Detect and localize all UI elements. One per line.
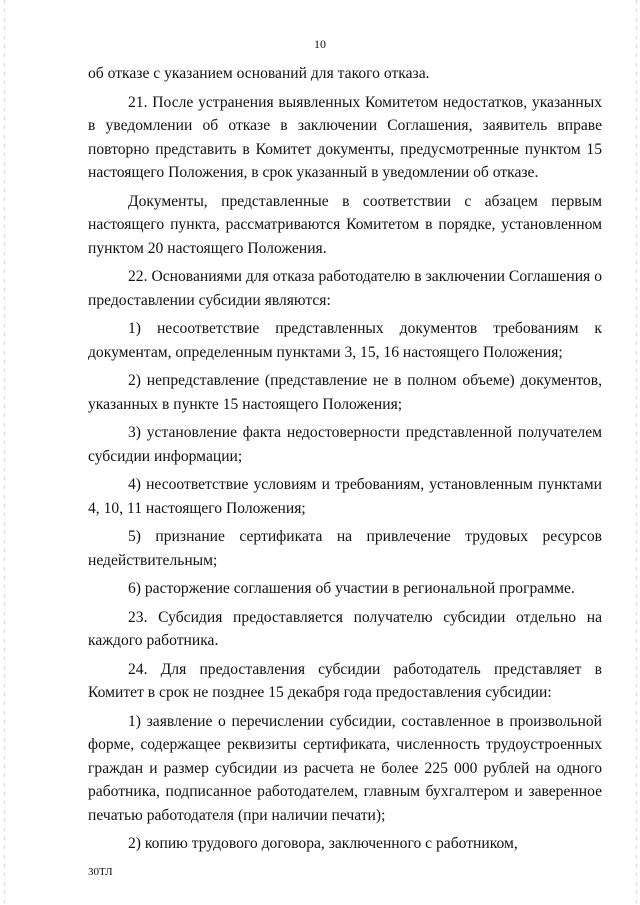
paragraph-item-24: 24. Для предоставления субсидии работодатель представляет в Комитет в срок не позднее 15 декабря года предоставления субсидии:	[88, 660, 602, 701]
paragraph-continuation: об отказе с указанием оснований для такого отказа.	[88, 65, 430, 82]
paragraph-item-21: 21. После устранения выявленных Комитетом недостатков, указанных в уведомлении об отказе в заключении Соглашения, заявитель вправе повторно представить в Комитет документы, предусмотренные пунктом 15 настоящего Положения, в срок указанный в уведомлении об отказе.	[88, 93, 602, 181]
list-item-22-6: 6) расторжение соглашения об участии в региональной программе.	[128, 580, 575, 597]
list-item-24-1: 1) заявление о перечислении субсидии, составленное в произвольной форме, содержащее реквизиты сертификата, численность трудоустроенных граждан и размер субсидии из расчета не более 225 000 рублей на одного работника, подписанное работодателем, главным бухгалтером и заверенное печатью работодателя (при наличии печати);	[88, 712, 602, 824]
list-item-22-2: 2) непредставление (представление не в полном объеме) документов, указанных в пункте 15 настоящего Положения;	[88, 372, 602, 413]
list-item-22-5: 5) признание сертификата на привлечение трудовых ресурсов недействительным;	[88, 528, 602, 569]
list-item-22-4: 4) несоответствие условиям и требованиям, установленным пунктами 4, 10, 11 настоящего Положения;	[88, 476, 602, 517]
page-number: 10	[314, 37, 326, 51]
paragraph-item-23: 23. Субсидия предоставляется получателю субсидии отдельно на каждого работника.	[88, 608, 602, 649]
scan-edge-right	[636, 0, 637, 905]
paragraph-documents: Документы, представленные в соответствии с абзацем первым настоящего пункта, рассматриваются Комитетом в порядке, установленном пунктом 20 настоящего Положения.	[88, 192, 602, 257]
list-item-24-2: 2) копию трудового договора, заключенного с работником,	[128, 835, 518, 852]
list-item-22-3: 3) установление факта недостоверности представленной получателем субсидии информации;	[88, 424, 602, 465]
list-item-22-1: 1) несоответствие представленных документов требованиям к документам, определенным пунктами 3, 15, 16 настоящего Положения;	[88, 320, 602, 361]
paragraph-item-22: 22. Основаниями для отказа работодателю в заключении Соглашения о предоставлении субсидии являются:	[88, 268, 602, 309]
scan-edge-left	[4, 0, 5, 905]
footer-code: 30ТЛ	[88, 866, 113, 878]
document-body	[88, 62, 602, 861]
